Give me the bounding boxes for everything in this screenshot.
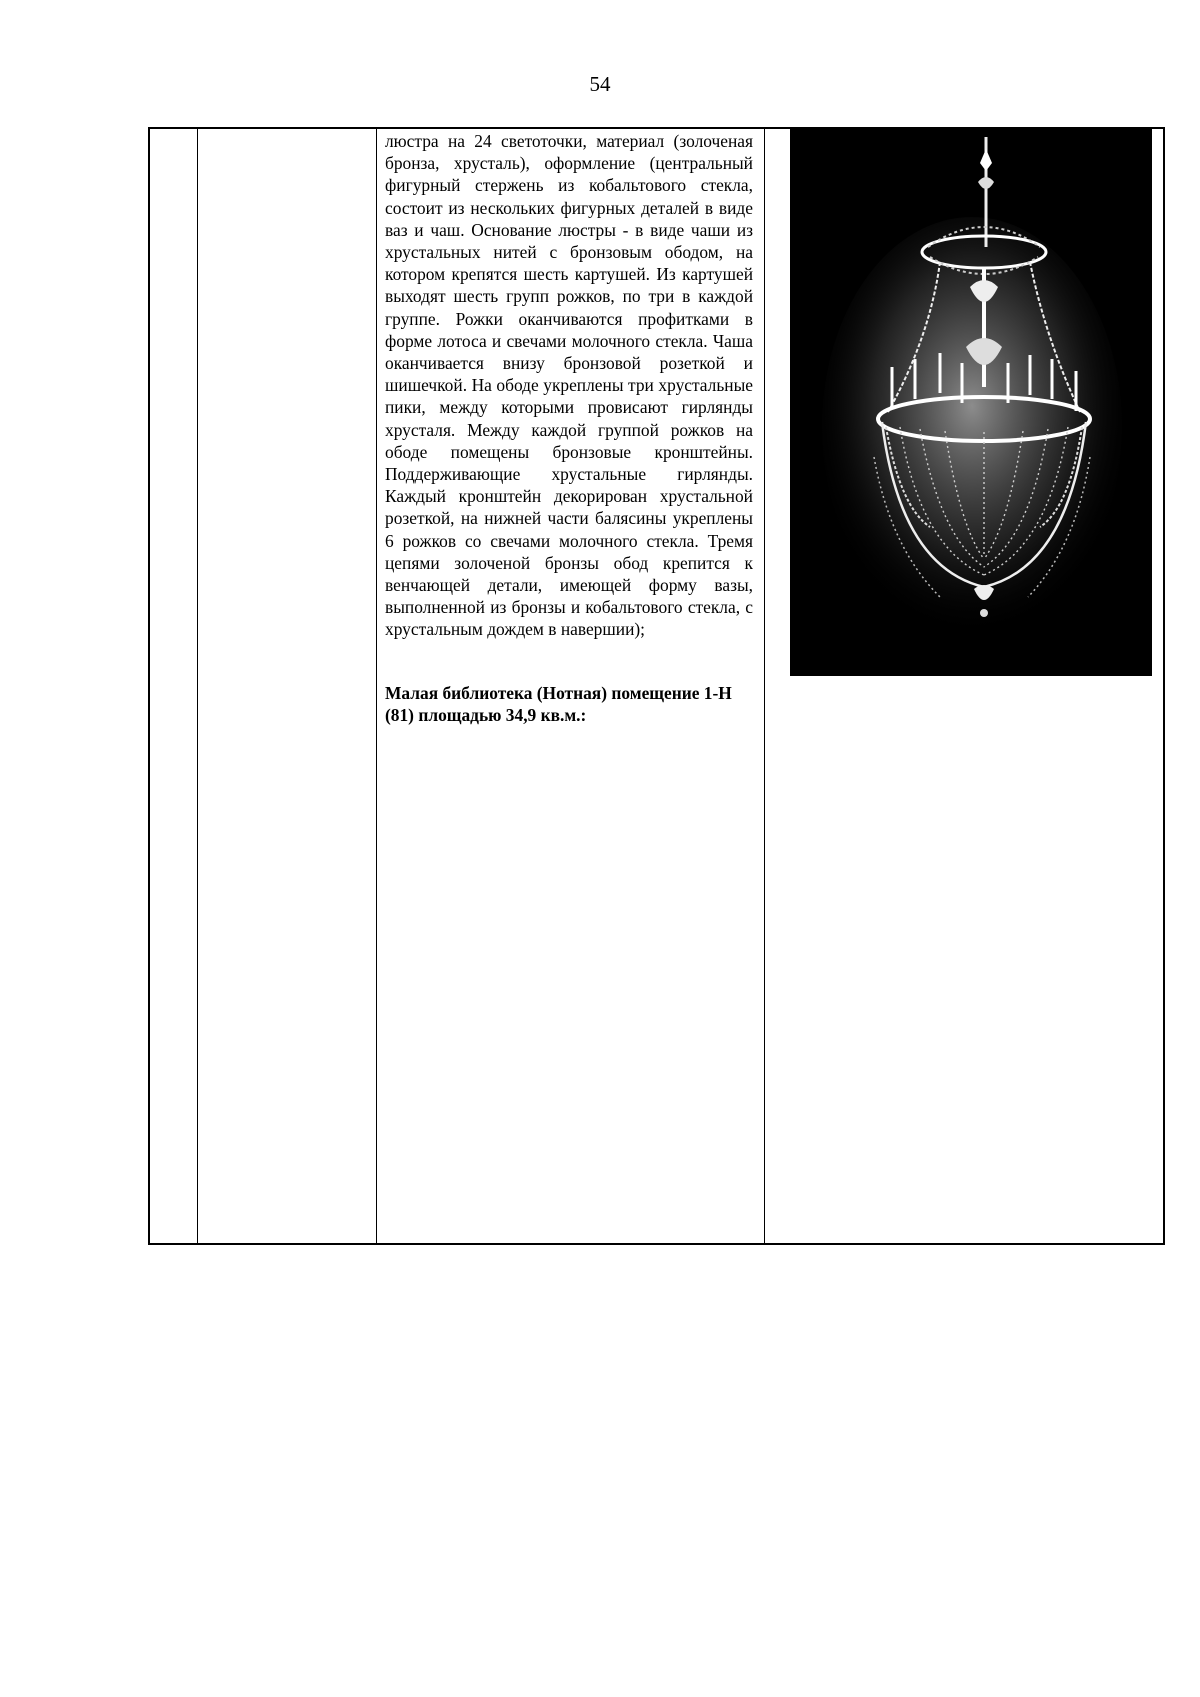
item-description: люстра на 24 светоточки, материал (золоченая бронза, хрусталь), оформление (центральный фигурный стержень из кобальтового стекла, состоит из нескольких фигурных деталей в виде ваз и чаш. Основание люстры - в виде чаши из хрустальных нитей с бронзовым ободом, на котором крепятся шесть картушей. Из картушей выходят шесть групп рожков, по три в каждой группе. Рожки оканчиваются профитками в форме лотоса и свечами молочного стекла. Чаша оканчивается внизу бронзовой розеткой и шишечкой. На ободе укреплены три хрустальные пики, между которыми провисают гирлянды хрусталя. Между каждой группой рожков на ободе помещены бронзовые кронштейны. Поддерживающие хрустальные гирлянды. Каждый кронштейн декорирован хрустальной розеткой, на нижней части балясины укреплены 6 рожков со свечами молочного стекла. Тремя цепями золоченой бронзы обод крепится к венчающей детали, имеющей форму вазы, выполненной из бронзы и кобальтового стекла, с хрустальным дождем в навершии); <box>385 131 753 640</box>
section-heading: Малая библиотека (Нотная) помещение 1-Н (81) площадью 34,9 кв.м.: <box>385 682 732 725</box>
page-number: 54 <box>589 72 611 96</box>
chandelier-photo <box>790 127 1152 676</box>
column-divider-1 <box>197 129 198 1243</box>
description-cell <box>385 130 753 726</box>
chandelier-image <box>790 127 1152 676</box>
column-divider-3 <box>764 129 765 1243</box>
column-divider-2 <box>376 129 377 1243</box>
